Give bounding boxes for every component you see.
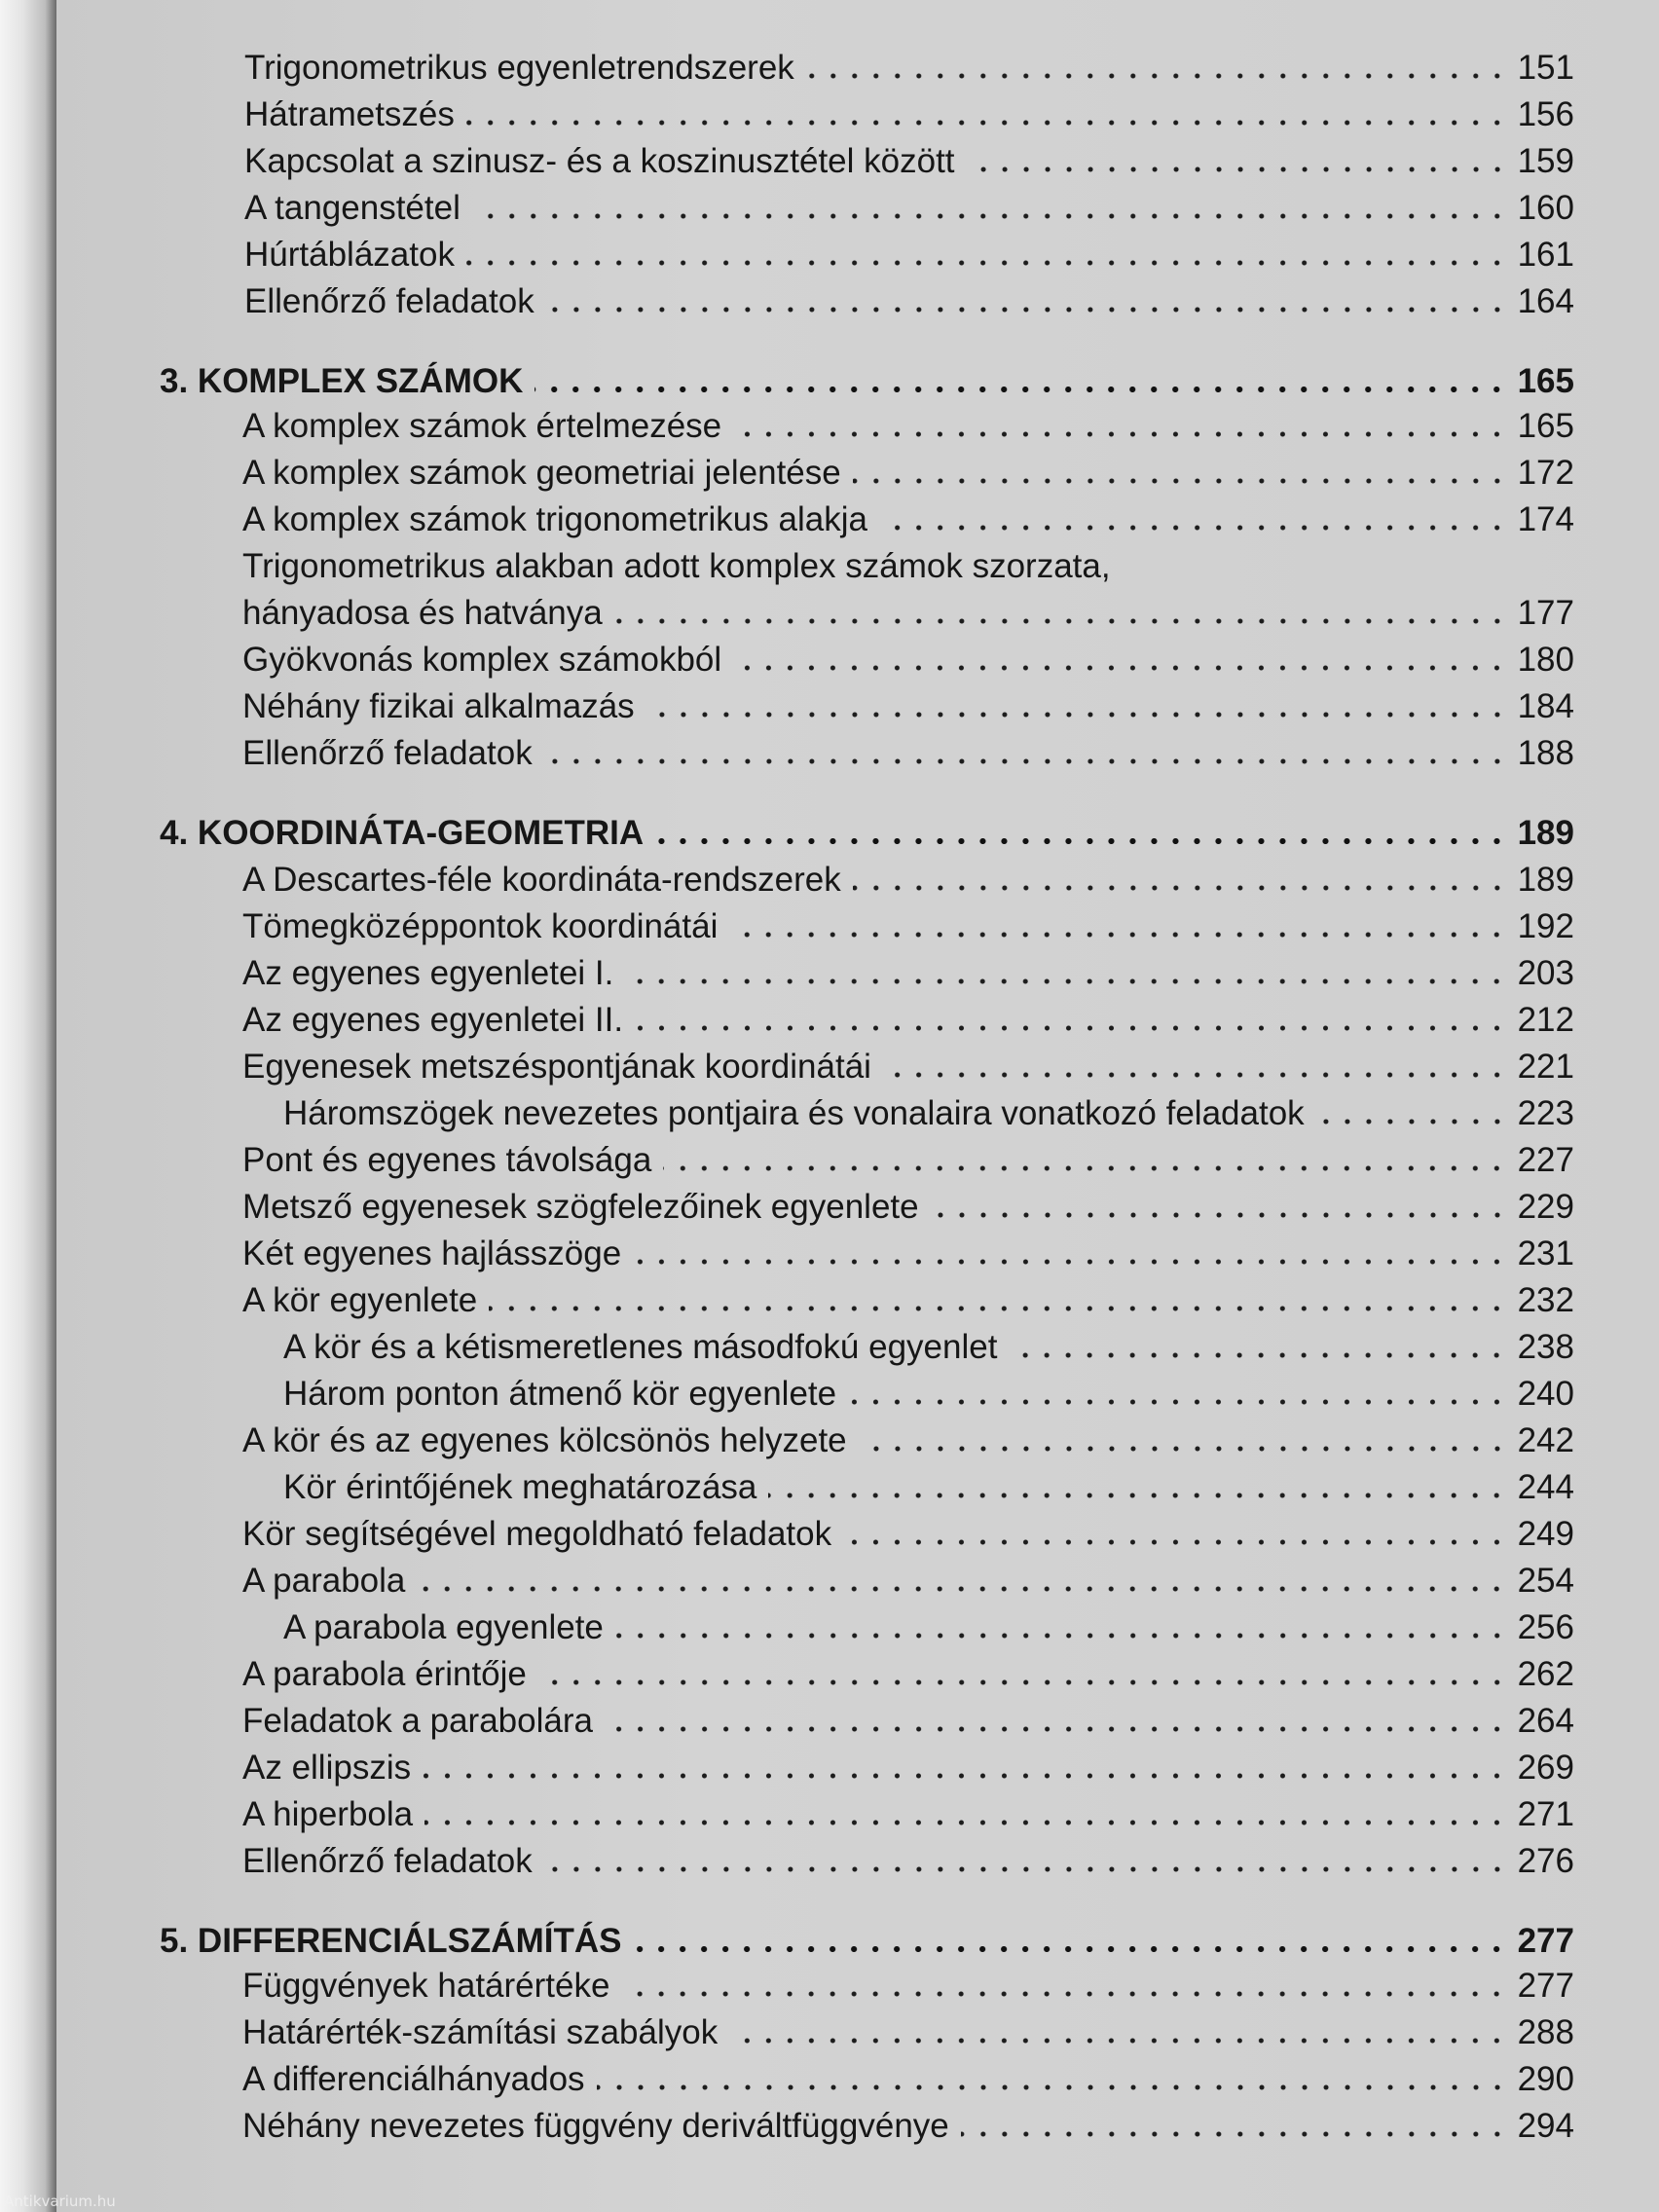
toc-entry: Függvények határértéke 277 xyxy=(242,1967,1574,2005)
leader-dots xyxy=(472,213,1508,219)
toc-chapter-heading: 5. DIFFERENCIÁLSZÁMÍTÁS 277 xyxy=(160,1922,1574,1960)
leader-dots xyxy=(967,166,1508,172)
toc-entry: Ellenőrző feladatok 164 xyxy=(244,282,1574,320)
toc-chapter-heading: 4. KOORDINÁTA-GEOMETRIA 189 xyxy=(160,814,1574,852)
toc-entry: Pont és egyenes távolsága 227 xyxy=(242,1141,1574,1179)
toc-subentry: A parabola egyenlete 256 xyxy=(283,1608,1574,1646)
toc-entry: Két egyenes hajlásszöge 231 xyxy=(242,1235,1574,1272)
toc-entry: Húrtáblázatok 161 xyxy=(244,236,1574,274)
leader-dots xyxy=(883,1072,1508,1078)
leader-dots xyxy=(729,2038,1507,2044)
leader-dots xyxy=(1009,1352,1507,1358)
leader-dots xyxy=(879,525,1508,531)
leader-dots xyxy=(417,1586,1507,1592)
toc-entry: A tangenstétel 160 xyxy=(244,189,1574,227)
leader-dots xyxy=(489,1306,1507,1311)
toc-entry: Az ellipszis 269 xyxy=(242,1749,1574,1787)
toc-entry: A kör egyenlete 232 xyxy=(242,1281,1574,1319)
leader-dots xyxy=(733,665,1507,671)
toc-entry: A parabola érintője 262 xyxy=(242,1655,1574,1693)
leader-dots xyxy=(768,1493,1507,1498)
leader-dots xyxy=(633,1259,1507,1265)
leader-dots xyxy=(466,120,1508,126)
leader-dots xyxy=(663,1165,1507,1171)
leader-dots xyxy=(853,478,1508,484)
leader-dots xyxy=(621,1991,1507,1997)
toc-subentry: A kör és a kétismeretlenes másodfokú egyenlet 238 xyxy=(283,1328,1574,1366)
leader-dots xyxy=(806,73,1508,79)
leader-dots xyxy=(538,1679,1508,1685)
toc-entry: Trigonometrikus egyenletrendszerek 151 xyxy=(244,49,1574,87)
leader-dots xyxy=(423,1773,1507,1779)
toc-entry: Kör segítségével megoldható feladatok 249 xyxy=(242,1515,1574,1553)
toc-entry: A hiperbola 271 xyxy=(242,1795,1574,1833)
toc-entry: Ellenőrző feladatok 188 xyxy=(242,734,1574,772)
toc-entry: Határérték-számítási szabályok 288 xyxy=(242,2013,1574,2051)
watermark: Antikvarium.hu xyxy=(4,2193,116,2210)
leader-dots xyxy=(544,758,1508,764)
toc-entry-line1: Trigonometrikus alakban adott komplex számok szorzata, xyxy=(242,547,1111,585)
leader-dots xyxy=(843,1539,1507,1545)
toc-subentry: Háromszögek nevezetes pontjaira és vonalaira vonatkozó feladatok 223 xyxy=(283,1094,1574,1132)
toc-subentry: Kör érintőjének meghatározása 244 xyxy=(283,1468,1574,1506)
leader-dots xyxy=(655,838,1507,844)
toc-entry: A komplex számok trigonometrikus alakja 174 xyxy=(242,500,1574,538)
toc-entry: A komplex számok értelmezése 165 xyxy=(242,407,1574,445)
leader-dots xyxy=(625,978,1507,984)
toc-subentry: Három ponton átmenő kör egyenlete 240 xyxy=(283,1375,1574,1413)
toc-entry: hányadosa és hatványa 177 xyxy=(242,594,1574,632)
leader-dots xyxy=(961,2131,1508,2137)
leader-dots xyxy=(535,387,1507,392)
leader-dots xyxy=(614,618,1508,624)
toc-entry: Feladatok a parabolára 264 xyxy=(242,1702,1574,1740)
leader-dots xyxy=(546,307,1508,313)
leader-dots xyxy=(859,1446,1508,1452)
toc-entry: A differenciálhányados 290 xyxy=(242,2060,1574,2098)
toc-entry: Az egyenes egyenletei I. 203 xyxy=(242,954,1574,992)
toc-entry: A kör és az egyenes kölcsönös helyzete 242 xyxy=(242,1421,1574,1459)
leader-dots xyxy=(615,1633,1508,1639)
leader-dots xyxy=(848,1399,1507,1405)
leader-dots xyxy=(605,1726,1508,1732)
leader-dots xyxy=(466,260,1508,266)
toc-chapter-heading: 3. KOMPLEX SZÁMOK 165 xyxy=(160,362,1574,400)
toc-entry: Metsző egyenesek szögfelezőinek egyenlete 229 xyxy=(242,1188,1574,1226)
leader-dots xyxy=(729,932,1507,938)
toc-entry: Az egyenes egyenletei II. 212 xyxy=(242,1001,1574,1039)
leader-dots xyxy=(853,885,1508,891)
toc-entry: Gyökvonás komplex számokból 180 xyxy=(242,641,1574,679)
leader-dots xyxy=(646,712,1508,718)
leader-dots xyxy=(733,431,1507,437)
leader-dots xyxy=(635,1025,1508,1031)
toc-entry: Hátrametszés 156 xyxy=(244,95,1574,133)
leader-dots xyxy=(544,1866,1508,1872)
leader-dots xyxy=(1316,1119,1508,1124)
toc-entry: Ellenőrző feladatok 276 xyxy=(242,1842,1574,1880)
toc-entry: Tömegközéppontok koordinátái 192 xyxy=(242,907,1574,945)
toc-entry: A Descartes-féle koordináta-rendszerek 189 xyxy=(242,861,1574,899)
leader-dots xyxy=(424,1820,1507,1825)
leader-dots xyxy=(597,2084,1508,2090)
leader-dots xyxy=(931,1212,1508,1218)
toc-entry: Kapcsolat a szinusz- és a koszinusztétel között 159 xyxy=(244,142,1574,180)
toc-entry: A komplex számok geometriai jelentése 172 xyxy=(242,454,1574,492)
toc-entry: Egyenesek metszéspontjának koordinátái 221 xyxy=(242,1048,1574,1086)
toc-entry: A parabola 254 xyxy=(242,1562,1574,1600)
leader-dots xyxy=(633,1946,1507,1952)
toc-entry: Néhány nevezetes függvény deriváltfüggvénye 294 xyxy=(242,2107,1574,2145)
toc-entry: Néhány fizikai alkalmazás 184 xyxy=(242,687,1574,725)
